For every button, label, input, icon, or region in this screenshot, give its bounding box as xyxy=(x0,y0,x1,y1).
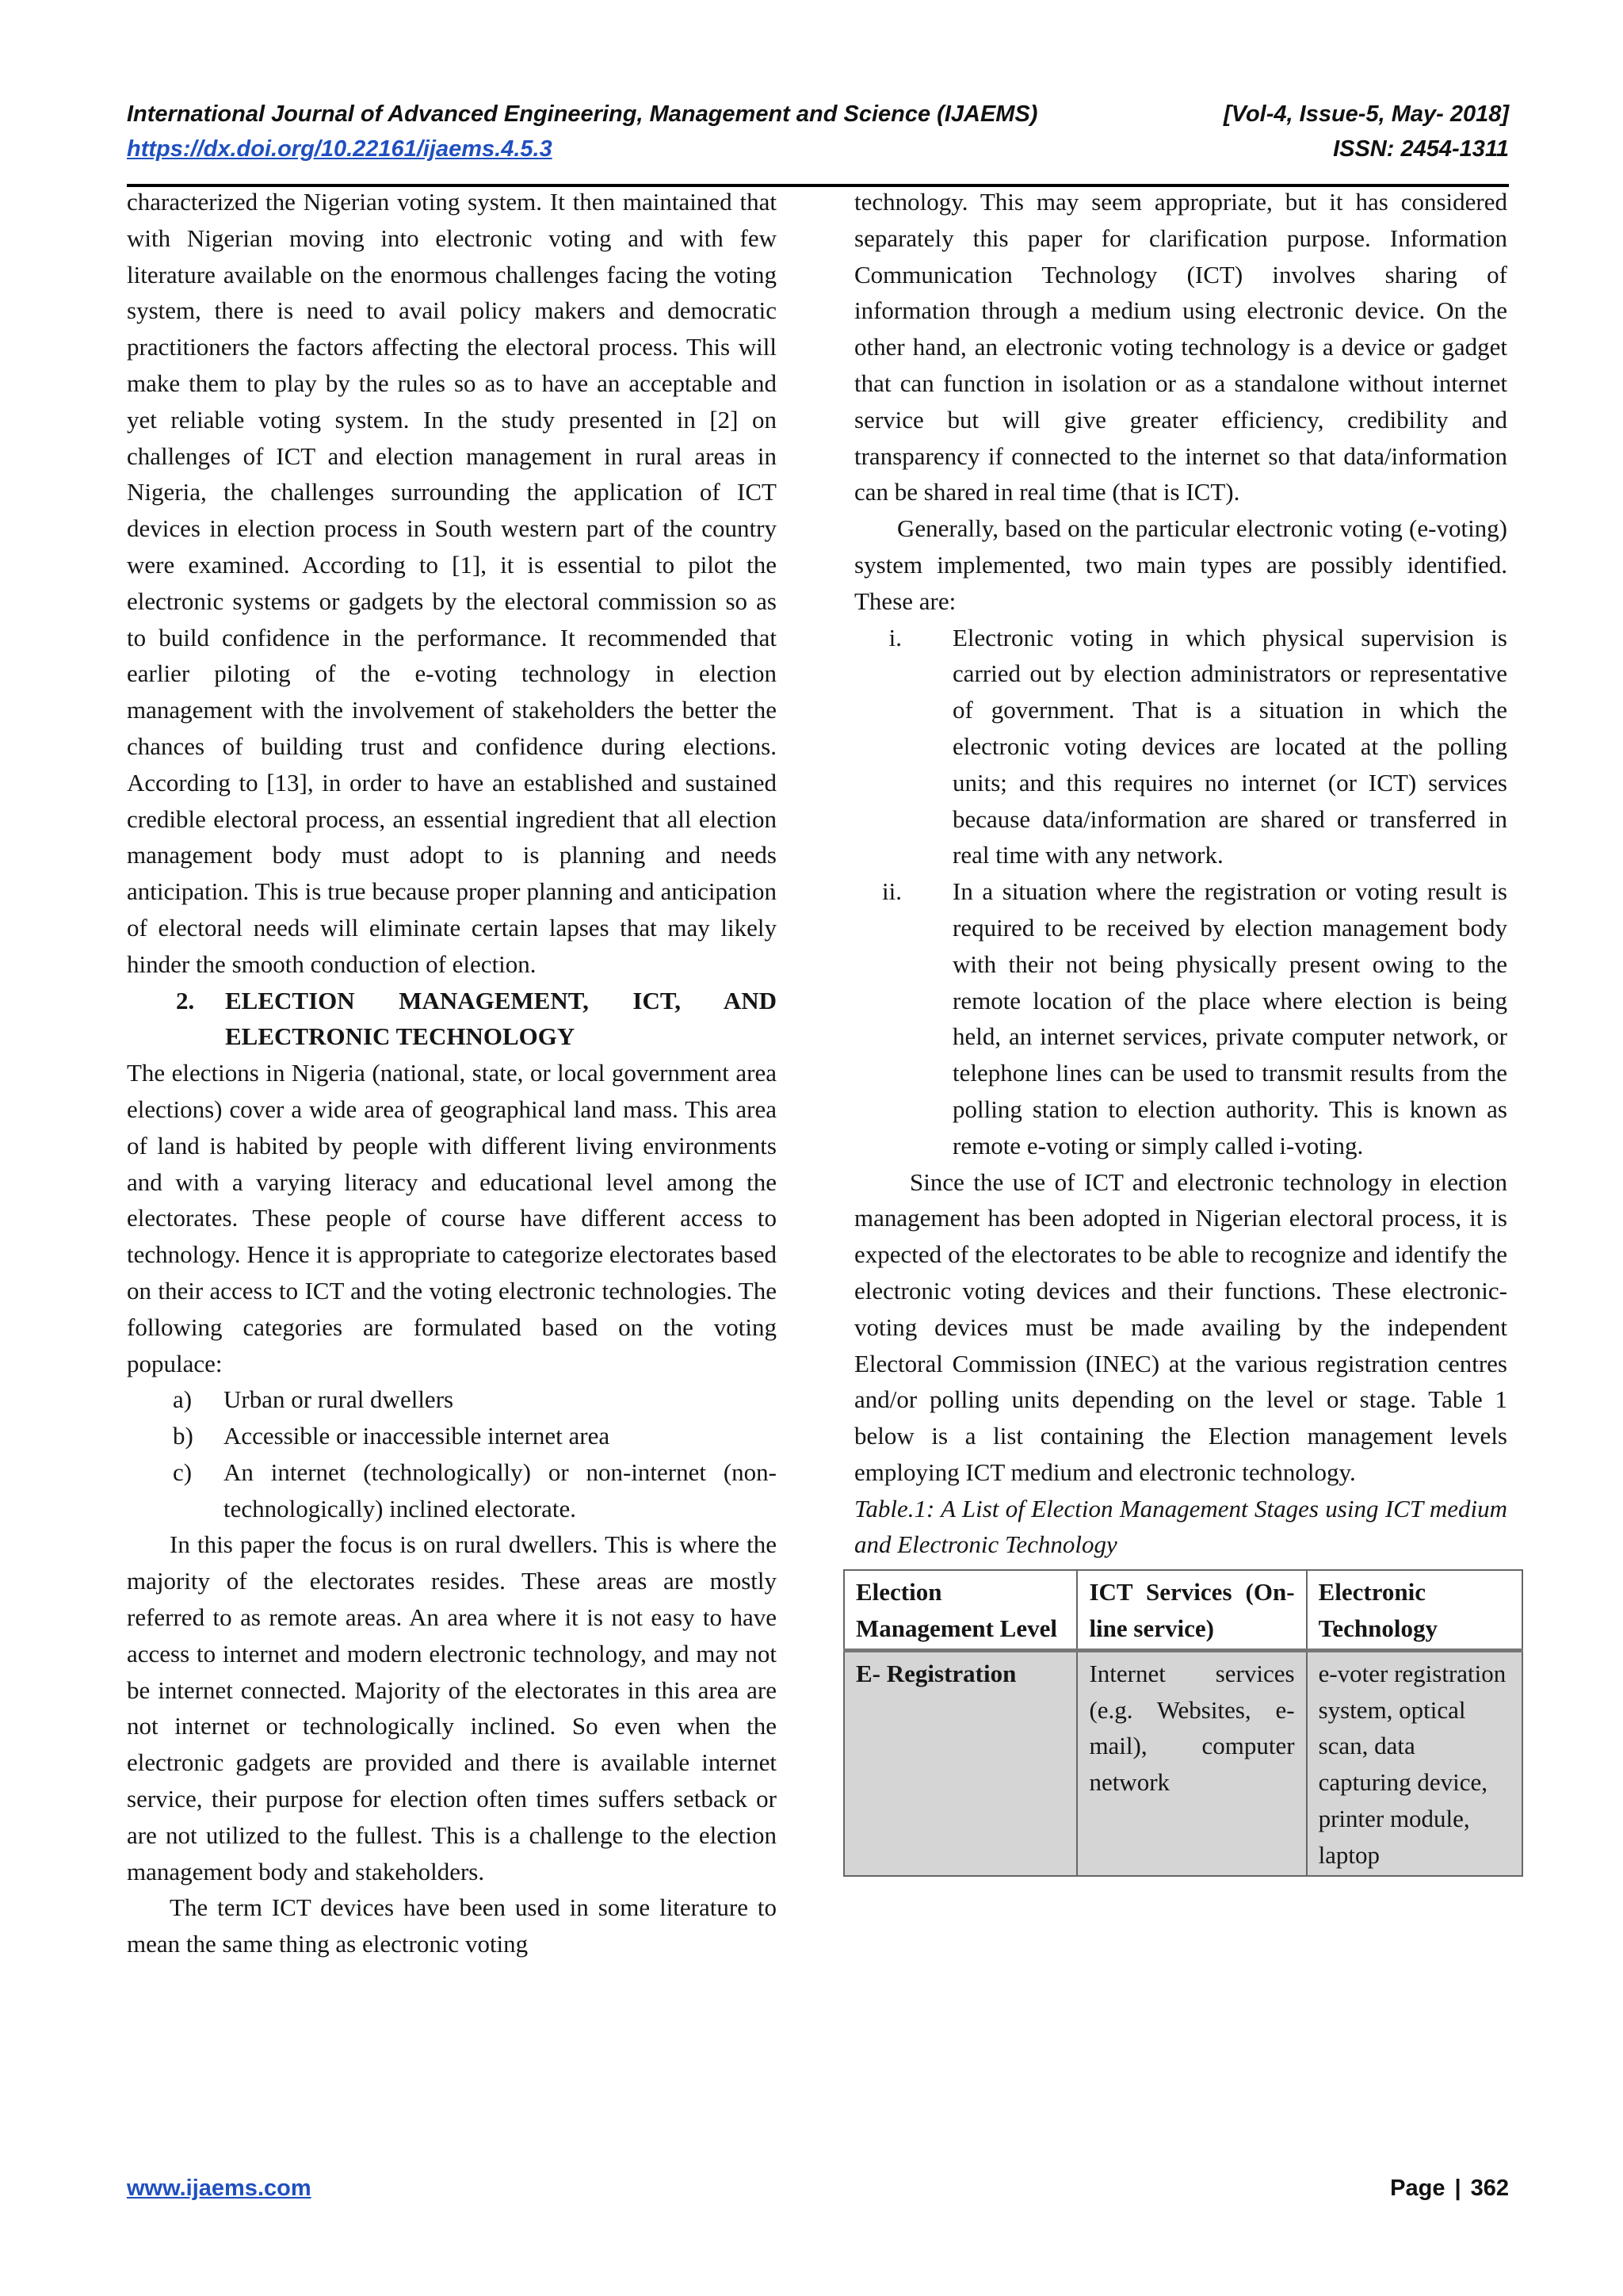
table-row xyxy=(844,1650,1522,1875)
volume-info: [Vol-4, Issue-5, May- 2018] xyxy=(1224,101,1509,127)
list-item xyxy=(854,620,1507,874)
page-header xyxy=(127,97,1509,166)
page-number: 362 xyxy=(1470,2175,1509,2201)
paragraph: Generally, based on the particular electronic voting (e-voting) system implemented, two main types are possibly identified. These are: xyxy=(854,514,1507,615)
list-marker: ii. xyxy=(882,877,902,906)
election-stages-table xyxy=(843,1569,1523,1876)
paragraph: In this paper the focus is on rural dwellers. This is where the majority of the electorates resides. These areas are mostly referred to as remote areas. An area where it is not easy to have access to internet and modern electronic technology, and may not be internet connected. Majority of the electorates in this area are not internet or technologically inclined. So even when the electronic gadgets are provided and there is available internet service, their purpose for election often times suffers setback or are not utilized to the fullest. This is a challenge to the election management body and stakeholders. xyxy=(127,1530,777,1885)
left-column xyxy=(127,184,777,1962)
list-text: Urban or rural dwellers xyxy=(223,1385,454,1414)
table-cell: Internet services (e.g. Websites, e-mail), computer network xyxy=(1077,1650,1306,1875)
table-header-cell: Election Management Level xyxy=(844,1570,1077,1650)
right-column xyxy=(854,184,1507,1877)
list-text: An internet (technologically) or non-internet (non-technologically) inclined electorate. xyxy=(223,1457,777,1522)
page-footer xyxy=(127,2170,1509,2206)
paragraph: characterized the Nigerian voting system. It then maintained that with Nigerian moving into electronic voting and with few literature available on the enormous challenges facing the voting system, there is need to avail policy makers and democratic practitioners the factors affecting the electoral process. This will make them to play by the rules so as to have an acceptable and yet reliable voting system. In the study presented in [2] on challenges of ICT and election management in rural areas in Nigeria, the challenges surrounding the application of ICT devices in election process in South western part of the country were examined. According to [1], it is essential to pilot the electronic systems or gadgets by the electoral commission so as to build confidence in the performance. It recommended that earlier piloting of the e-voting technology in election management with the involvement of stakeholders the better the chances of building trust and confidence during elections. According to [13], in order to have an established and sustained credible electoral process, an essential ingredient that all election management body must adopt to is planning and needs anticipation. This is true because proper planning and anticipation of electoral needs will eliminate certain lapses that may likely hinder the smooth conduction of election. xyxy=(127,188,777,978)
list-item xyxy=(854,873,1507,1163)
list-marker: b) xyxy=(173,1422,193,1450)
paragraph: The elections in Nigeria (national, state, or local government area elections) cover a wide area of geographical land mass. This area of land is habited by people with different living environments and with a varying literacy and educational level among the electorates. These people of course have different access to technology. Hence it is appropriate to categorize electorates based on their access to ICT and the voting electronic technologies. The following categories are formulated based on the voting populace: xyxy=(127,1059,777,1377)
page-label: Page xyxy=(1390,2175,1445,2201)
table-cell: e-voter registration system, optical scan, data capturing device, printer module, laptop xyxy=(1307,1650,1522,1875)
list-marker: i. xyxy=(888,623,902,651)
issn: ISSN: 2454-1311 xyxy=(1333,136,1509,162)
list-text: Accessible or inaccessible internet area xyxy=(223,1422,610,1450)
paragraph: Since the use of ICT and electronic technology in election management has been adopted in Nigerian electoral process, it is expected of the electorates to be able to recognize and identify the electronic voting devices and their functions. These electronic-voting devices must be made availing by the independent Electoral Commission (INEC) at the various registration centres and/or polling units depending on the level or stage. Table 1 below is a list containing the Election management levels employing ICT medium and electronic technology. xyxy=(854,1167,1507,1486)
list-marker: a) xyxy=(173,1385,193,1414)
list-item xyxy=(127,1418,777,1454)
website-link[interactable]: www.ijaems.com xyxy=(127,2175,311,2201)
list-text: Electronic voting in which physical supervision is carried out by election administrators or representative of government. That is a situation in which the electronic voting devices are located at the polling units; and this requires no internet (or ICT) services because data/information are shared or transferred in real time with any network. xyxy=(953,623,1507,869)
section-number: 2. xyxy=(176,986,195,1014)
table-header-cell: ICT Services (On-line service) xyxy=(1077,1570,1306,1650)
page-separator: | xyxy=(1454,2175,1461,2201)
table-header-row xyxy=(844,1570,1522,1650)
list-item xyxy=(127,1454,777,1527)
section-title: ELECTION MANAGEMENT, ICT, AND ELECTRONIC TECHNOLOGY xyxy=(225,986,777,1051)
paragraph: technology. This may seem appropriate, but it has considered separately this paper for clarification purpose. Information Communication Technology (ICT) involves sharing of information through a medium using electronic device. On the other hand, an electronic voting technology is a device or gadget that can function in isolation or as a standalone without internet service but will give greater efficiency, credibility and transparency if connected to the internet so that data/information can be shared in real time (that is ICT). xyxy=(854,188,1507,506)
doi-link[interactable]: https://dx.doi.org/10.22161/ijaems.4.5.3 xyxy=(127,136,552,162)
journal-title: International Journal of Advanced Engineering, Management and Science (IJAEMS) xyxy=(127,101,1038,127)
list-item xyxy=(127,1381,777,1418)
paragraph: The term ICT devices have been used in some literature to mean the same thing as electronic voting xyxy=(127,1893,777,1958)
table-header-cell: Electronic Technology xyxy=(1307,1570,1522,1650)
table-caption: Table.1: A List of Election Management Stages using ICT medium and Electronic Technology xyxy=(854,1494,1507,1559)
list-marker: c) xyxy=(173,1457,193,1486)
section-heading xyxy=(127,983,777,1056)
page-indicator xyxy=(1390,2176,1509,2202)
category-list xyxy=(127,1381,777,1526)
table-cell: E- Registration xyxy=(844,1650,1077,1875)
voting-type-list xyxy=(854,620,1507,1164)
list-text: In a situation where the registration or voting result is required to be received by election management body with their not being physically present owing to the remote location of the place where election is being held, an internet services, private computer network, or telephone lines can be used to transmit results from the polling station to election authority. This is known as remote e-voting or simply called i-voting. xyxy=(953,877,1507,1159)
